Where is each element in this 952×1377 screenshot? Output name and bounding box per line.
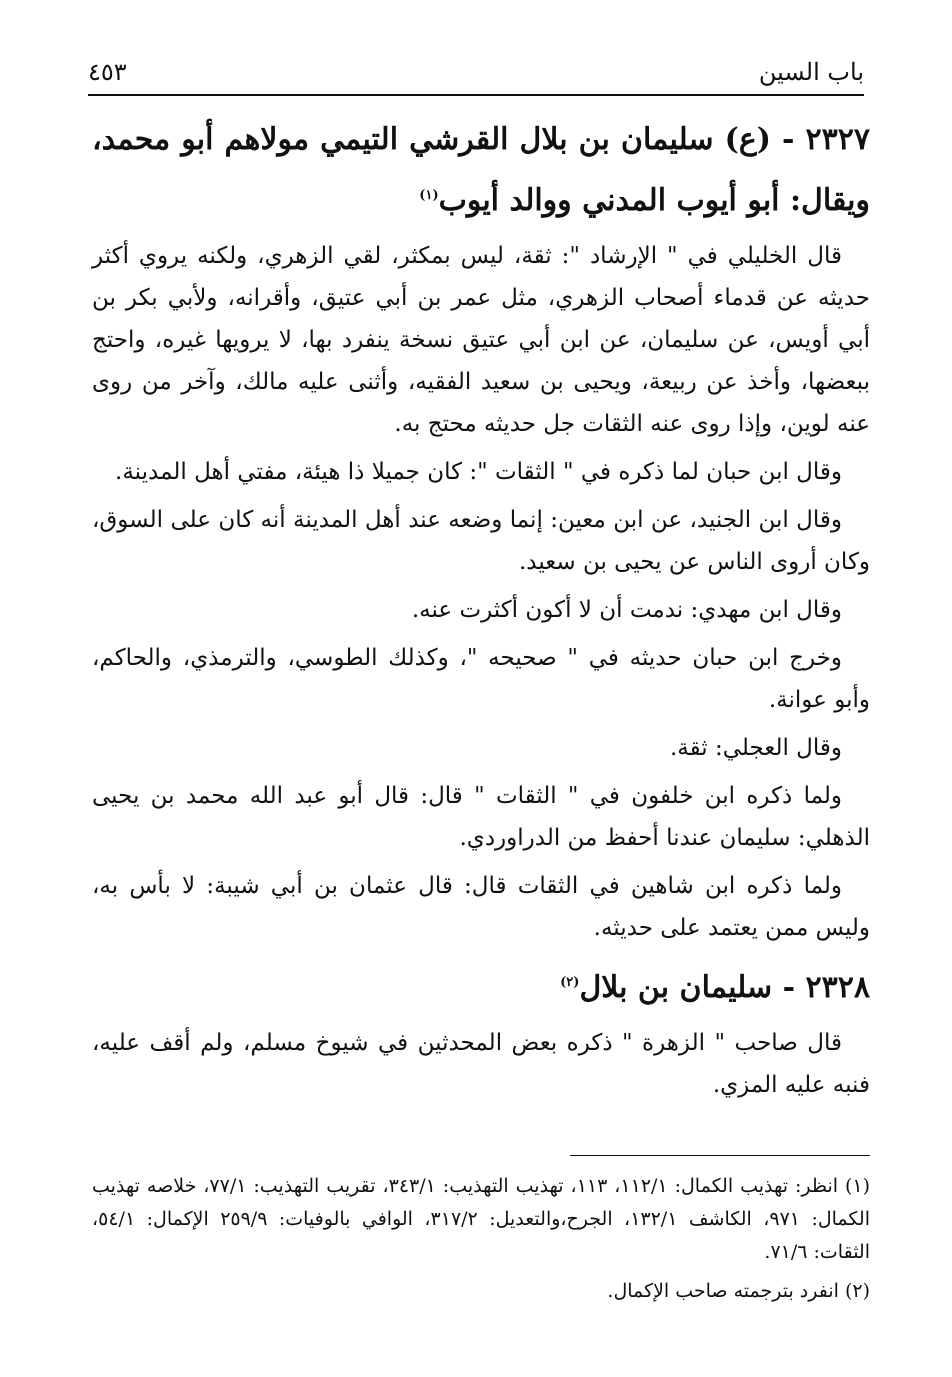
footnote: (٢) انفرد بترجمته صاحب الإكمال. — [607, 1280, 870, 1302]
entry-2327 — [92, 112, 870, 949]
section-title: باب السين — [758, 58, 864, 86]
paragraph: قال صاحب " الزهرة " ذكره بعض المحدثين في شيوخ مسلم، ولم أقف عليه، فنبه عليه المزي. — [92, 1030, 870, 1098]
paragraph: قال الخليلي في " الإرشاد ": ثقة، ليس بمكثر، لقي الزهري، ولكنه يروي أكثر حديثه عن قدماء أصحاب الزهري، مثل عمر بن أبي عتيق، وأقرانه، ولأبي بكر بن أبي أويس، عن سليمان، عن ابن أبي عتيق نسخة ينفرد بها، لا يرويها غيره، واحتج ببعضها، وأخذ عن ربيعة، ويحيى بن سعيد الفقيه، وأثنى عليه مالك، وآخر من روى عنه لوين، وإذا روى عنه الثقات جل حديثه محتج به. — [92, 243, 870, 437]
footnote: (١) انظر: تهذيب الكمال: ١١٢/١، ١١٣، تهذيب التهذيب: ٣٤٣/١، تقريب التهذيب: ٧٧/١، خلاصه تهذيب الكمال: ٩٧١، الكاشف ١٣٢/١، الجرح،والتعديل: ٣١٧/٢، الوافي بالوفيات: ٢٥٩/٩ الإكمال: ٥٤/١، الثقات: ٧١/٦. — [92, 1175, 871, 1263]
footnote-divider — [570, 1155, 870, 1156]
entry-title-text: ٢٣٢٧ - (ع) سليمان بن بلال القرشي التيمي مولاهم أبو محمد، ويقال: أبو أيوب المدني ووالد أيوب — [92, 122, 870, 218]
paragraph: وخرج ابن حبان حديثه في " صحيحه "، وكذلك الطوسي، والترمذي، والحاكم، وأبو عوانة. — [92, 645, 870, 713]
page-number: ٤٥٣ — [88, 58, 127, 86]
paragraph: ولما ذكره ابن شاهين في الثقات قال: قال عثمان بن أبي شيبة: لا بأس به، وليس ممن يعتمد على حديثه. — [92, 873, 870, 941]
entry-title — [92, 112, 870, 229]
main-text — [92, 112, 870, 1112]
entry-2328 — [92, 955, 870, 1106]
paragraph: وقال ابن حبان لما ذكره في " الثقات ": كان جميلا ذا هيئة، مفتي أهل المدينة. — [115, 459, 842, 485]
paragraph: وقال ابن مهدي: ندمت أن لا أكون أكثرت عنه. — [411, 597, 842, 623]
footnotes — [92, 1155, 870, 1314]
entry-title-text: ٢٣٢٨ - سليمان بن بلال — [579, 970, 870, 1005]
entry-title — [92, 955, 870, 1016]
paragraph: وقال العجلي: ثقة. — [670, 735, 842, 761]
paragraph: ولما ذكره ابن خلفون في " الثقات " قال: قال أبو عبد الله محمد بن يحيى الذهلي: سليمان عندنا أحفظ من الدراوردي. — [92, 783, 870, 851]
footnote-ref: (١) — [419, 188, 439, 203]
paragraph: وقال ابن الجنيد، عن ابن معين: إنما وضعه عند أهل المدينة أنه كان على السوق، وكان أروى الناس عن يحيى بن سعيد. — [92, 507, 870, 575]
running-header — [88, 48, 864, 96]
footnote-ref: (٢) — [560, 975, 580, 990]
